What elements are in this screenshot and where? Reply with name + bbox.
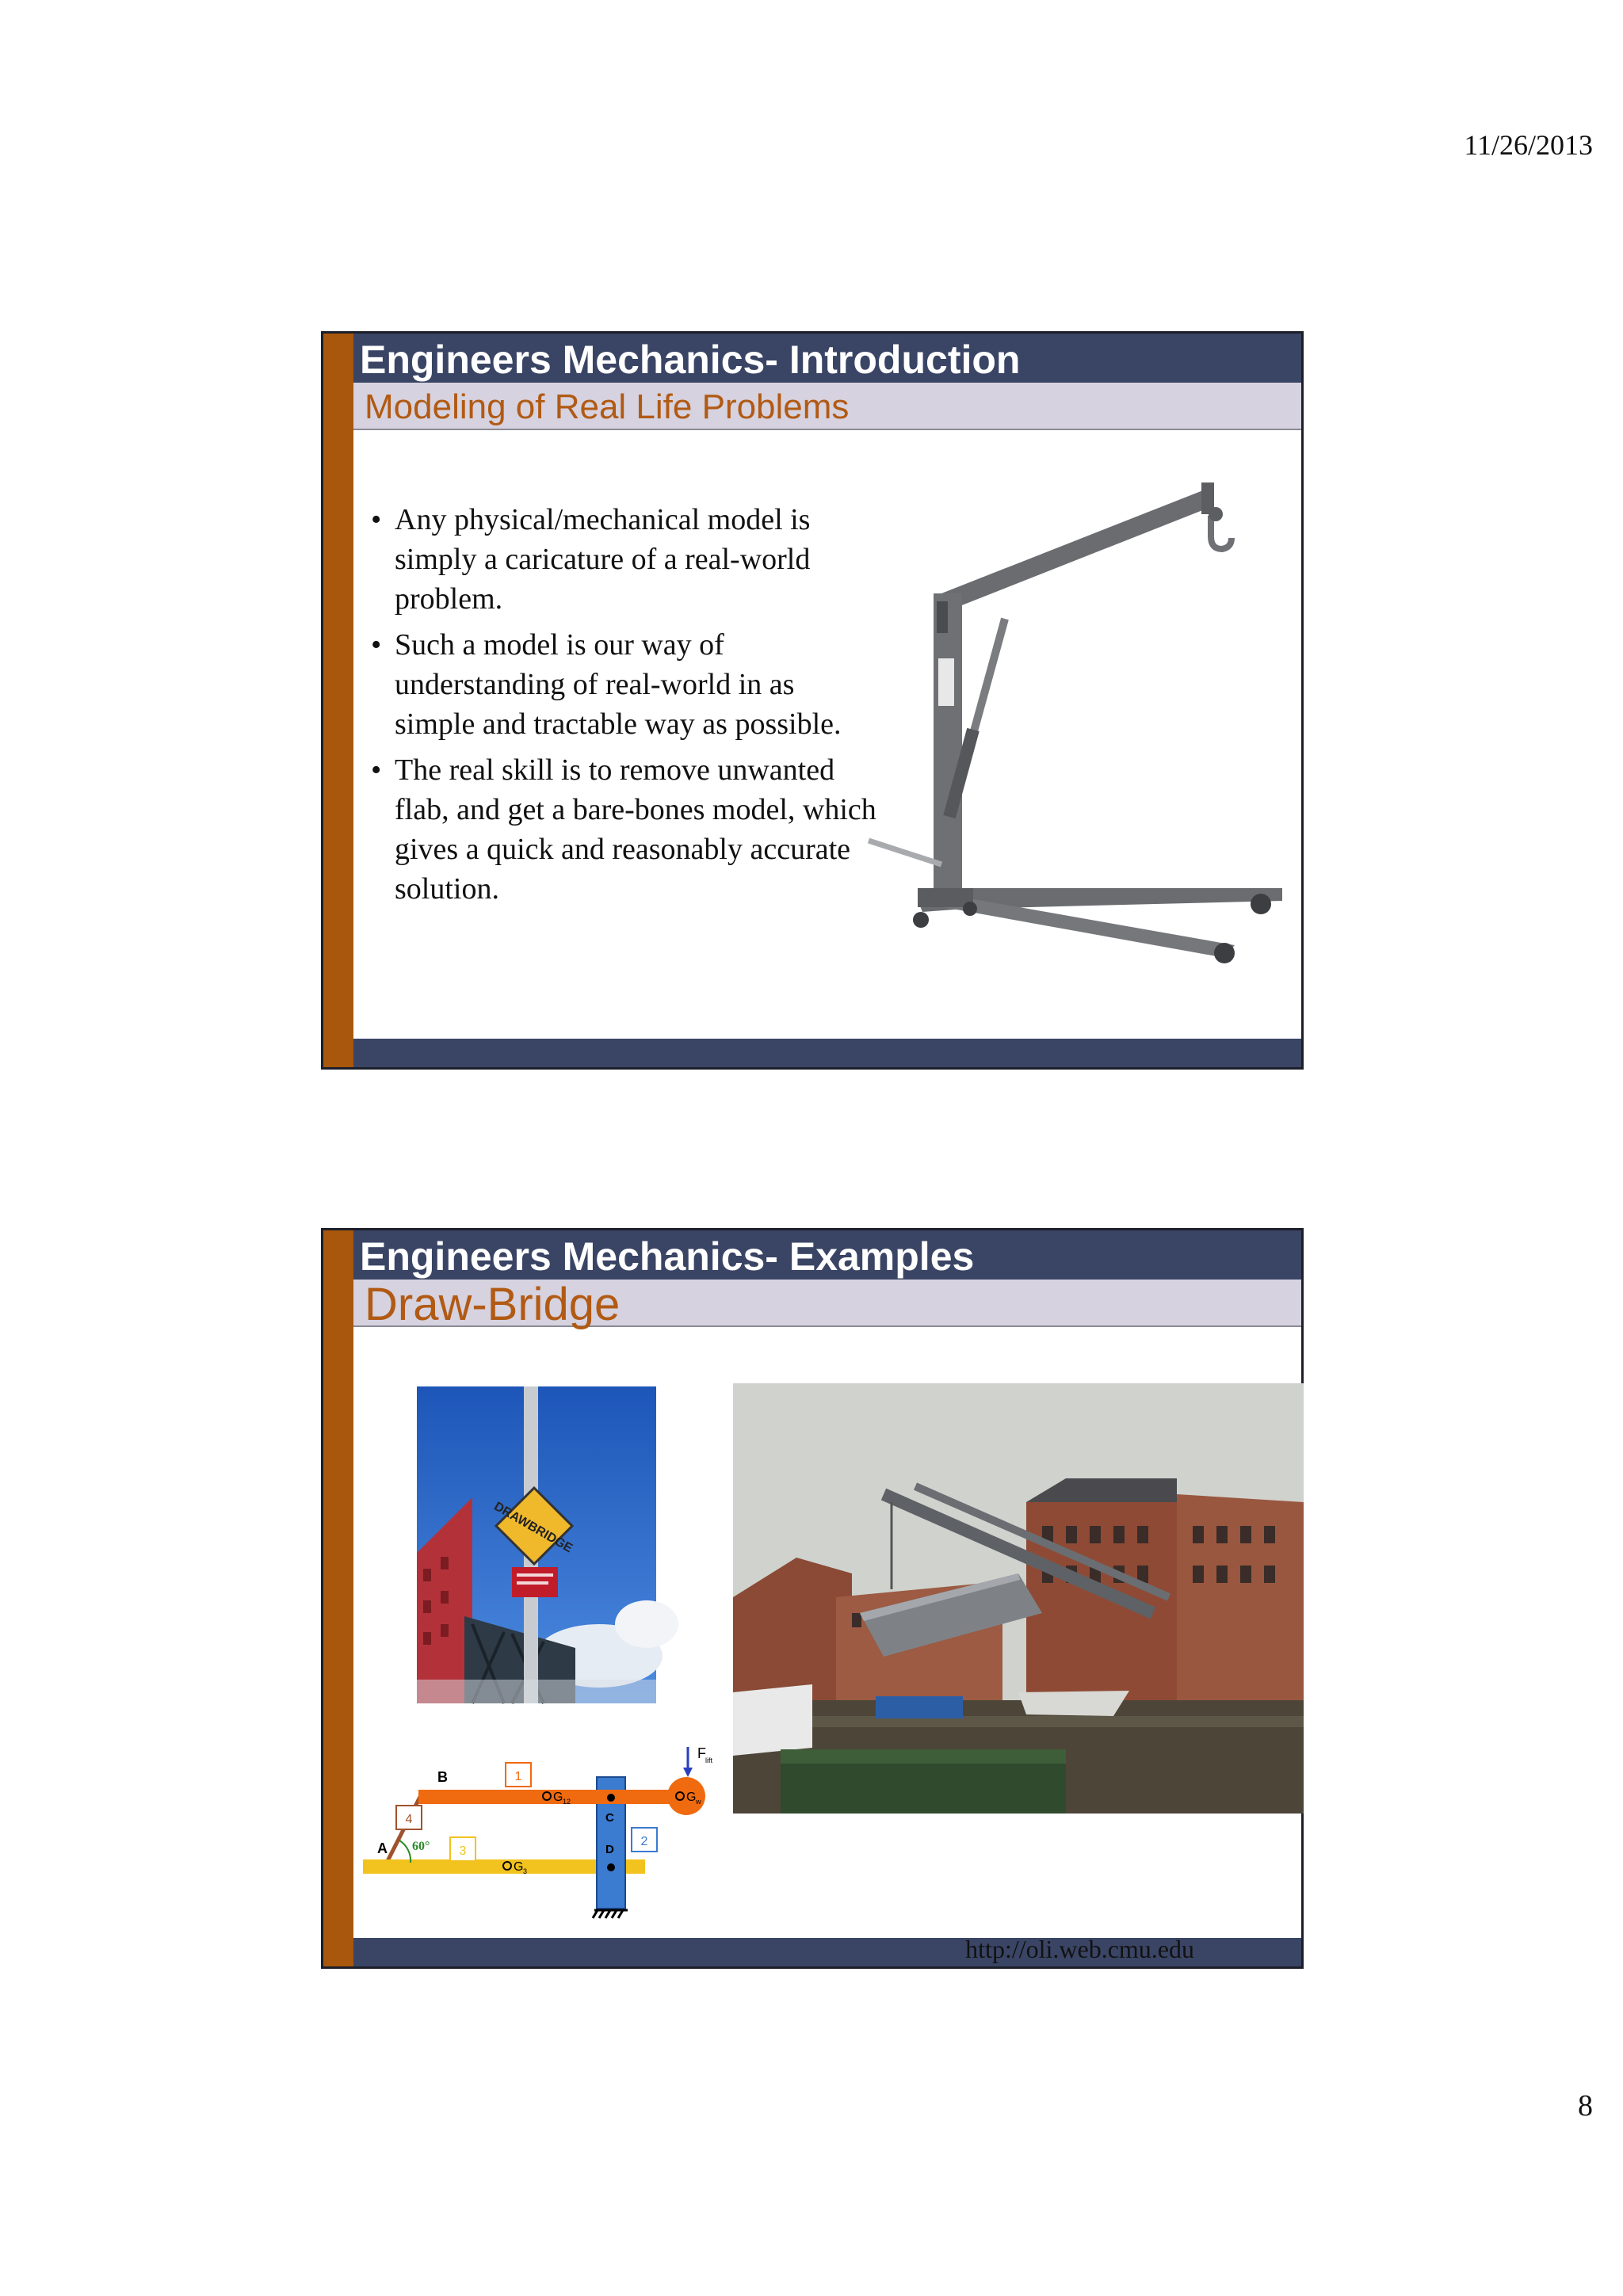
force-label: F bbox=[697, 1745, 706, 1761]
bullet-list bbox=[371, 500, 878, 915]
point-label-d: D bbox=[605, 1843, 614, 1856]
point-label-c: C bbox=[605, 1811, 614, 1825]
member-label-1: 1 bbox=[514, 1770, 522, 1783]
slide-subtitle-bar bbox=[353, 383, 1301, 430]
bullet-text: The real skill is to remove unwanted flab, and get a bare-bones model, which gives a quick and reasonably accurate solution. bbox=[395, 753, 876, 906]
bullet-item bbox=[371, 750, 878, 909]
bullet-text: Such a model is our way of understanding of real-world in as simple and tractable way as possible. bbox=[395, 628, 842, 741]
source-link[interactable]: http://oli.web.cmu.edu bbox=[965, 1935, 1194, 1963]
slide-examples bbox=[321, 1228, 1304, 1969]
point-label-b: B bbox=[437, 1769, 448, 1785]
slide-subtitle: Draw-Bridge bbox=[365, 1279, 621, 1330]
accent-bar bbox=[323, 334, 353, 1067]
g3-label: G bbox=[514, 1860, 524, 1874]
slide-title: Engineers Mechanics- Introduction bbox=[360, 338, 1021, 382]
accent-bar bbox=[323, 1230, 353, 1966]
member-label-4: 4 bbox=[405, 1813, 413, 1826]
bullet-icon: • bbox=[371, 628, 382, 662]
slide-subtitle-bar bbox=[353, 1279, 1301, 1330]
gw-label: G bbox=[686, 1791, 697, 1804]
page-number: 8 bbox=[1578, 2089, 1593, 2122]
member-label-3: 3 bbox=[459, 1844, 467, 1858]
slide-title: Engineers Mechanics- Examples bbox=[360, 1234, 975, 1279]
gw-subscript: w bbox=[696, 1798, 701, 1806]
member-label-2: 2 bbox=[640, 1835, 648, 1848]
drawbridge-dock-photo bbox=[733, 1383, 1304, 1814]
sign-text: DRAWBRIDGE bbox=[491, 1500, 575, 1556]
engine-crane-image bbox=[870, 460, 1282, 1047]
g3-subscript: 3 bbox=[523, 1867, 528, 1875]
point-label-a: A bbox=[377, 1840, 388, 1856]
bullet-item bbox=[371, 500, 878, 619]
bullet-icon: • bbox=[371, 753, 382, 787]
page-date: 11/26/2013 bbox=[1464, 129, 1593, 161]
bullet-text: Any physical/mechanical model is simply a caricature of a real-world problem. bbox=[395, 503, 811, 616]
slide-introduction bbox=[321, 331, 1304, 1070]
slide-title-bar bbox=[353, 1230, 1301, 1280]
slide-footer-bar bbox=[353, 1039, 1301, 1067]
bullet-icon: • bbox=[371, 503, 382, 536]
bullet-item bbox=[371, 625, 878, 744]
g12-subscript: 12 bbox=[563, 1798, 571, 1806]
force-subscript: lift bbox=[705, 1756, 712, 1764]
angle-label: 60° bbox=[412, 1840, 430, 1853]
drawbridge-mechanism-diagram bbox=[363, 1714, 712, 1920]
slide-title-bar bbox=[353, 334, 1301, 383]
slide-subtitle: Modeling of Real Life Problems bbox=[365, 387, 850, 426]
g12-label: G bbox=[553, 1791, 563, 1804]
drawbridge-sign-photo bbox=[417, 1386, 656, 1703]
